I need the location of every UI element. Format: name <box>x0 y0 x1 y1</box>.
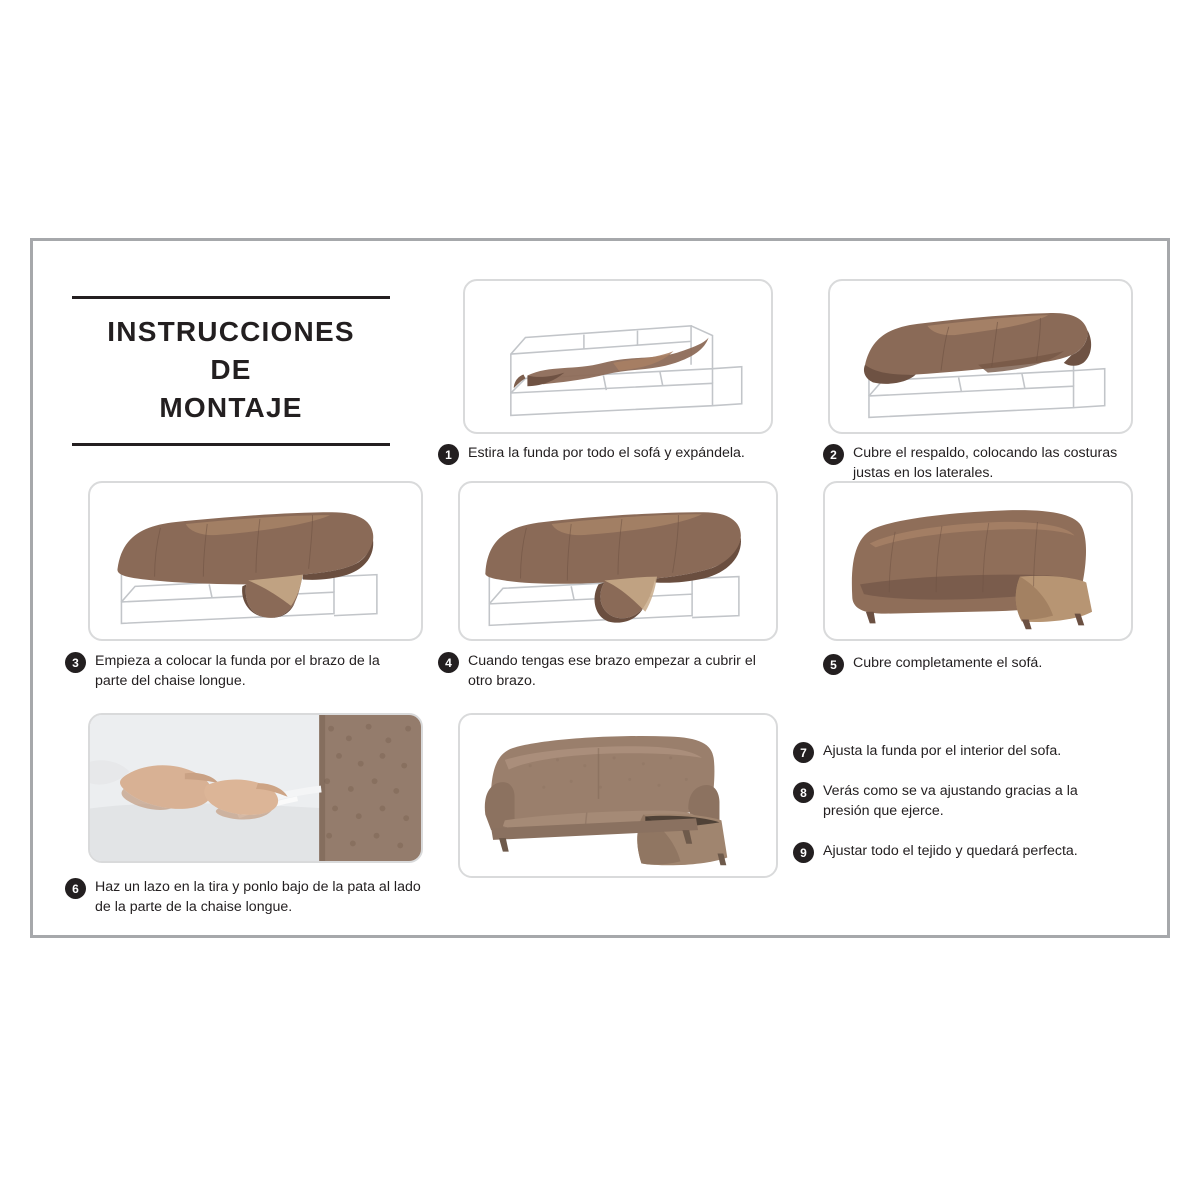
step-number-4: 4 <box>438 652 459 673</box>
step-number-2: 2 <box>823 444 844 465</box>
step-8 <box>793 781 1113 821</box>
step-number-9: 9 <box>793 842 814 863</box>
step-illustration-7 <box>458 713 778 878</box>
step-illustration-1 <box>463 279 773 434</box>
title-rule-bottom <box>72 443 390 446</box>
sofa-cover-over-second-arm-icon <box>460 483 776 639</box>
title-rule-top <box>72 296 390 299</box>
step-text-6: Haz un lazo en la tira y ponlo bajo de la pata al lado de la parte de la chaise longue. <box>95 879 421 916</box>
step-text-2: Cubre el respaldo, colocando las costuras justas en los laterales. <box>853 445 1118 482</box>
sofa-outline-with-folded-cover-icon <box>465 281 771 432</box>
sofa-cover-over-chaise-arm-icon <box>90 483 421 639</box>
step-5 <box>823 653 1113 675</box>
title-line-3: MONTAJE <box>159 392 303 424</box>
step-number-1: 1 <box>438 444 459 465</box>
step-text-9: Ajustar todo el tejido y quedará perfecta. <box>823 843 1078 859</box>
step-text-4: Cuando tengas ese brazo empezar a cubrir el otro brazo. <box>468 653 756 690</box>
step-2 <box>823 443 1143 483</box>
step-number-7: 7 <box>793 742 814 763</box>
step-number-5: 5 <box>823 654 844 675</box>
title-line-1: INSTRUCCIONES <box>107 316 355 347</box>
step-number-8: 8 <box>793 782 814 803</box>
step-illustration-2 <box>828 279 1133 434</box>
step-number-6: 6 <box>65 878 86 899</box>
step-text-1: Estira la funda por todo el sofá y expándela. <box>468 445 745 461</box>
step-number-3: 3 <box>65 652 86 673</box>
instruction-sheet <box>30 238 1170 938</box>
step-6 <box>65 877 425 917</box>
step-1 <box>438 443 778 465</box>
step-text-7: Ajusta la funda por el interior del sofa. <box>823 743 1062 759</box>
sofa-fully-covered-icon <box>825 483 1131 639</box>
hands-tying-strap-photo-icon <box>90 715 421 861</box>
step-4 <box>438 651 763 691</box>
step-text-5: Cubre completamente el sofá. <box>853 655 1043 671</box>
step-text-3: Empieza a colocar la funda por el brazo de la parte del chaise longue. <box>95 653 380 690</box>
step-7 <box>793 741 1123 763</box>
sofa-outline-cover-over-backrest-icon <box>830 281 1131 432</box>
title-line-2: DE <box>210 354 252 386</box>
page-title <box>71 296 391 446</box>
step-illustration-3 <box>88 481 423 641</box>
step-9 <box>793 841 1128 863</box>
step-illustration-5 <box>823 481 1133 641</box>
finished-sofa-photo-icon <box>460 715 776 876</box>
step-text-8: Verás como se va ajustando gracias a la presión que ejerce. <box>823 783 1078 820</box>
step-illustration-4 <box>458 481 778 641</box>
step-illustration-6 <box>88 713 423 863</box>
step-3 <box>65 651 410 691</box>
